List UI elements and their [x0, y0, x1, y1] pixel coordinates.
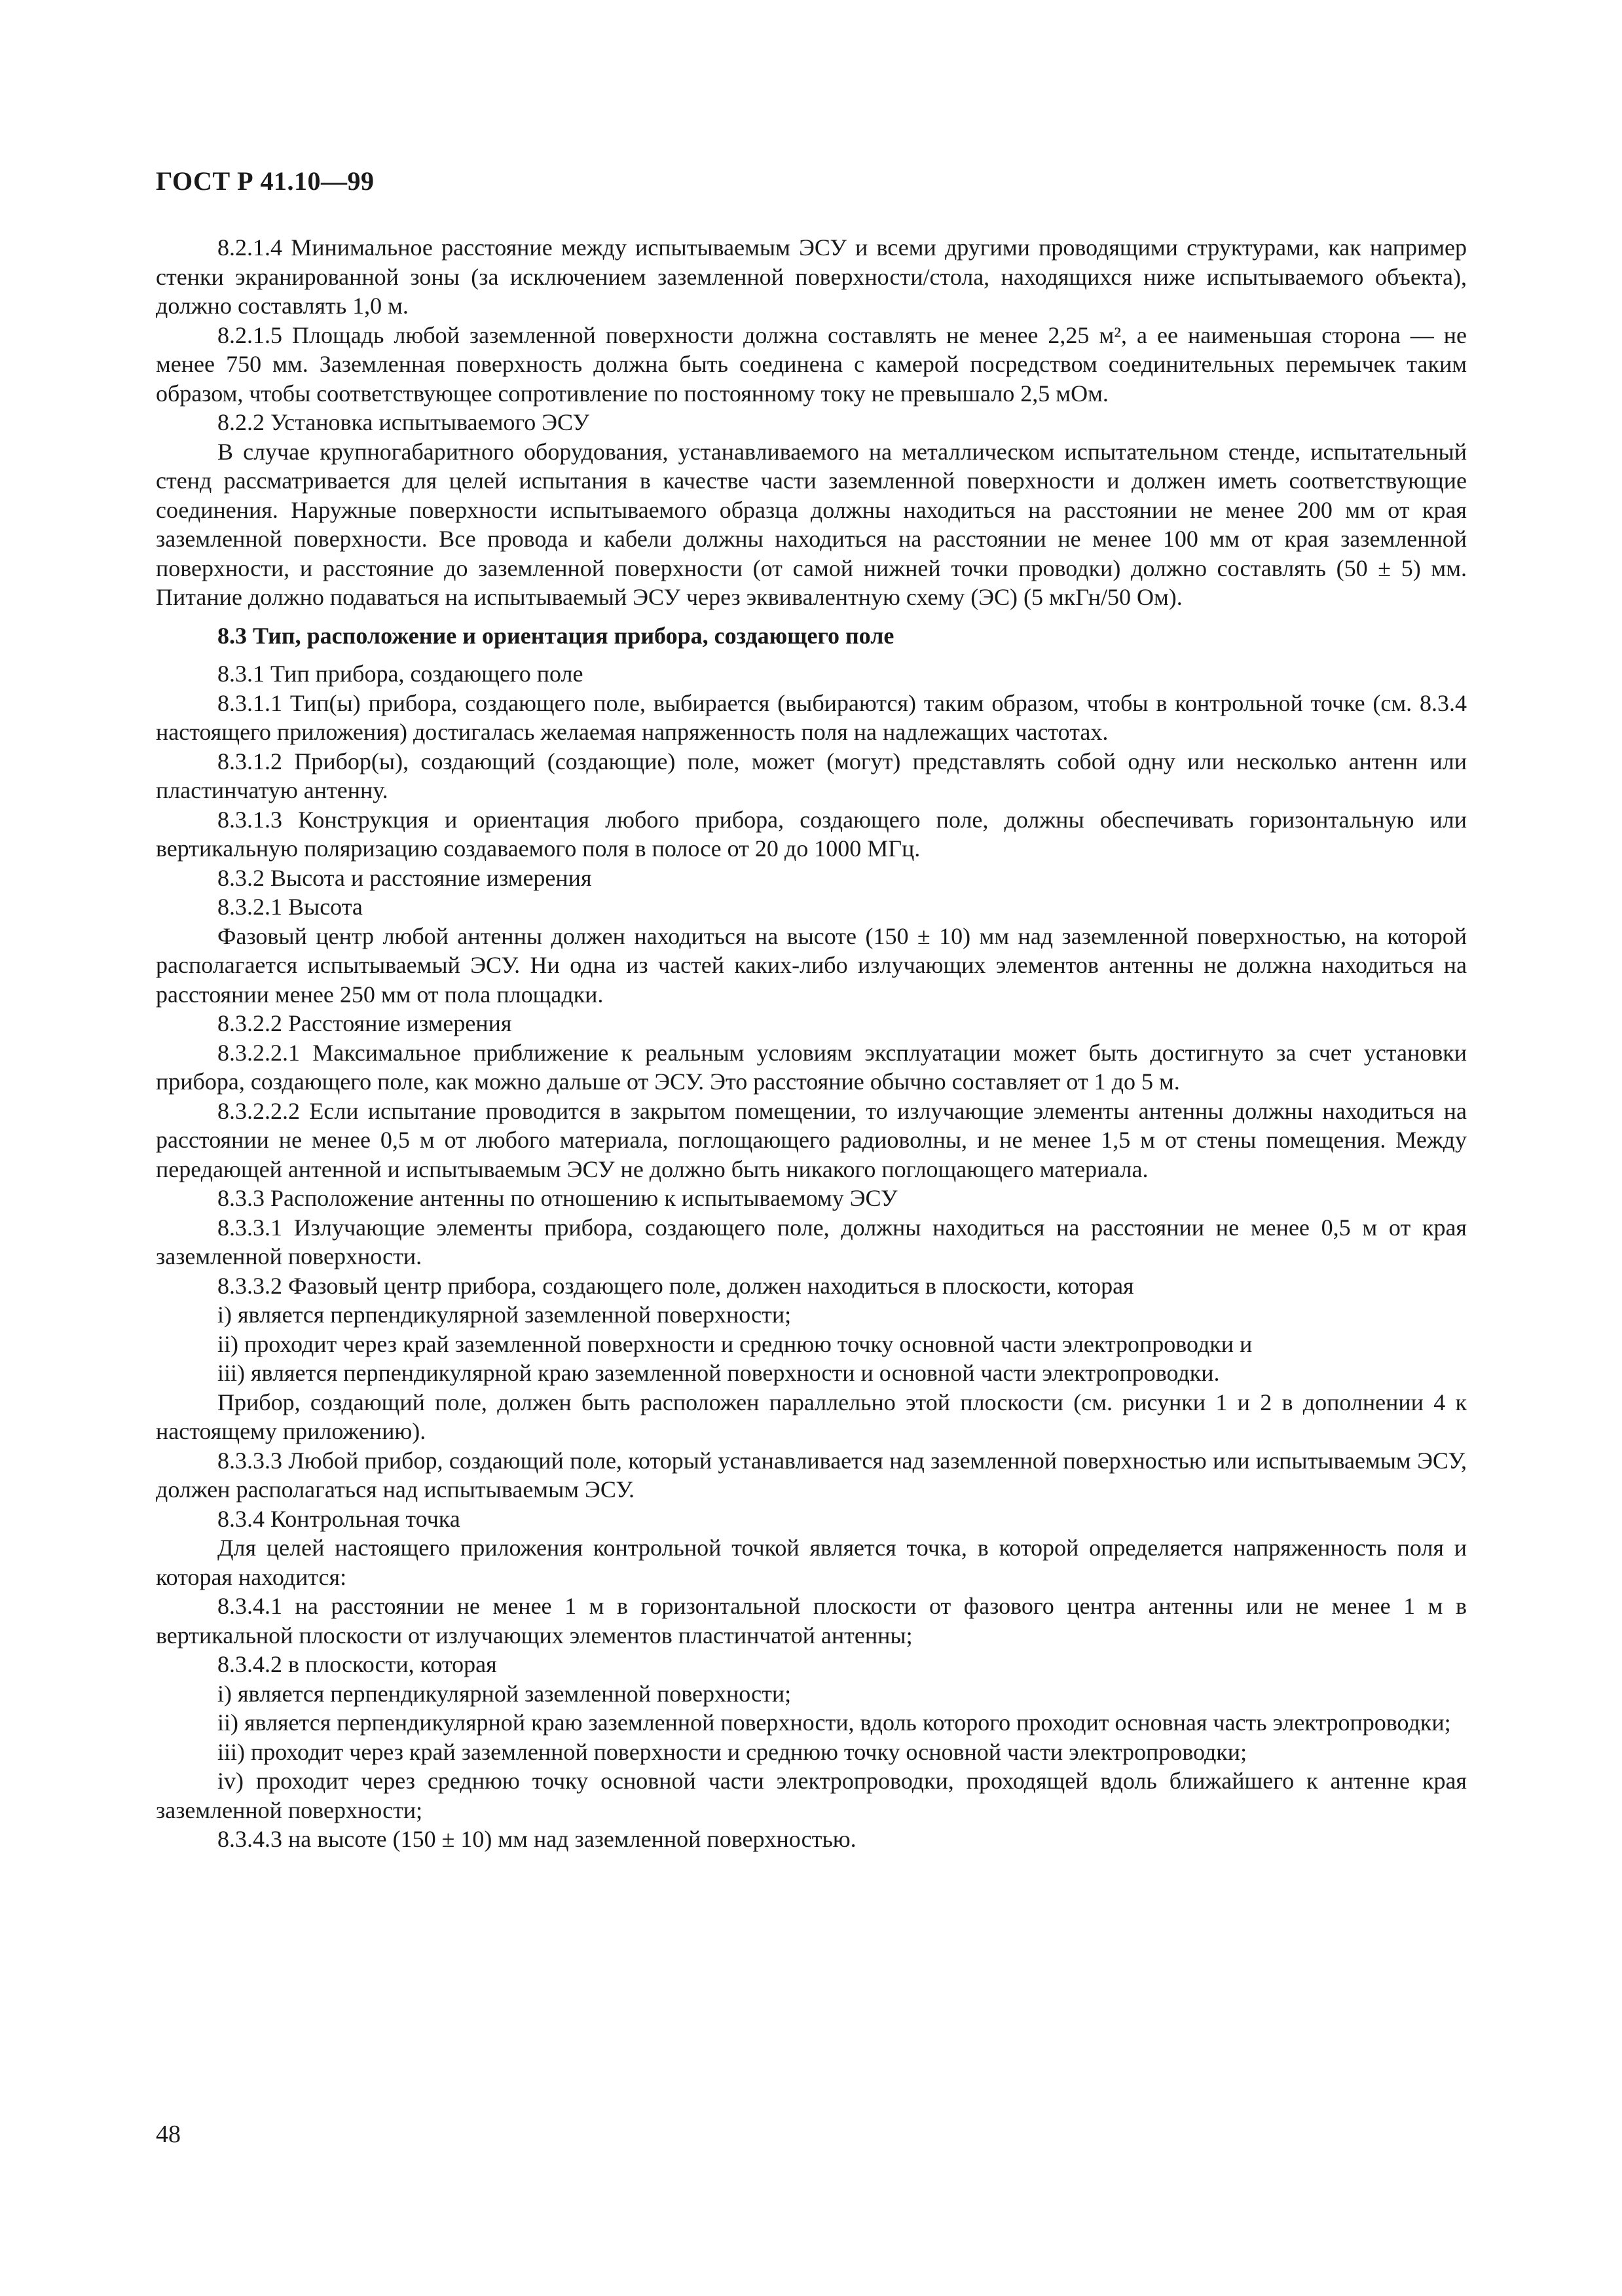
paragraph: Для целей настоящего приложения контрольной точкой является точка, в которой определяется напряженность поля и которая находится: [156, 1535, 1467, 1590]
paragraph: 8.3.2.1 Высота [217, 894, 363, 920]
paragraph: 8.3.3.1 Излучающие элементы прибора, создающего поле, должны находиться на расстоянии не менее 0,5 м от края заземленной поверхности. [156, 1214, 1467, 1269]
paragraph: ii) проходит через край заземленной поверхности и среднюю точку основной части электропроводки и [217, 1330, 1253, 1357]
paragraph: i) является перпендикулярной заземленной поверхности; [217, 1680, 792, 1707]
paragraph: В случае крупногабаритного оборудования, устанавливаемого на металлическом испытательном стенде, испытательный стенд рассматривается для целей испытания в качестве части заземленной поверхности и должен иметь соответствующие соединения. Наружные поверхности испытываемого образца должны находиться на расстоянии не менее 200 мм от края заземленной поверхности. Все провода и кабели должны находиться на расстоянии не менее 100 мм от края заземленной поверхности, и расстояние до заземленной поверхности (от самой нижней точки проводки) должно составлять (50 ± 5) мм. Питание должно подаваться на испытываемый ЭСУ через эквивалентную схему (ЭС) (5 мкГн/50 Ом). [156, 438, 1467, 610]
paragraph: 8.3.3 Расположение антенны по отношению к испытываемому ЭСУ [217, 1185, 898, 1211]
paragraph: i) является перпендикулярной заземленной поверхности; [217, 1302, 792, 1328]
paragraph: 8.3.1.3 Конструкция и ориентация любого прибора, создающего поле, должны обеспечивать горизонтальную или вертикальную поляризацию создаваемого поля в полосе от 20 до 1000 МГц. [156, 806, 1467, 862]
paragraph: 8.3.3.2 Фазовый центр прибора, создающего поле, должен находиться в плоскости, которая [217, 1272, 1134, 1299]
paragraph: 8.2.2 Установка испытываемого ЭСУ [217, 409, 590, 435]
paragraph: 8.3.1.1 Тип(ы) прибора, создающего поле, выбирается (выбираются) таким образом, чтобы в контрольной точке (см. 8.3.4 настоящего приложения) достигалась желаемая напряженность поля на надлежащих частотах. [156, 689, 1467, 745]
paragraph: 8.3.2.2.2 Если испытание проводится в закрытом помещении, то излучающие элементы антенны должны находиться на расстоянии не менее 0,5 м от любого материала, поглощающего радиоволны, и не менее 1,5 м от стены помещения. Между передающей антенной и испытываемым ЭСУ не должно быть никакого поглощающего материала. [156, 1097, 1467, 1182]
paragraph: 8.3.4.1 на расстоянии не менее 1 м в горизонтальной плоскости от фазового центра антенны или не менее 1 м в вертикальной плоскости от излучающих элементов пластинчатой антенны; [156, 1593, 1467, 1649]
paragraph: 8.3.2.2 Расстояние измерения [217, 1010, 512, 1036]
paragraph: 8.3.3.3 Любой прибор, создающий поле, который устанавливается над заземленной поверхностью или испытываемым ЭСУ, должен располагаться над испытываемым ЭСУ. [156, 1447, 1467, 1503]
paragraph: 8.3.2.2.1 Максимальное приближение к реальным условиям эксплуатации может быть достигнуто за счет установки прибора, создающего поле, как можно дальше от ЭСУ. Это расстояние обычно составляет от 1 до 5 м. [156, 1039, 1467, 1095]
paragraph: Фазовый центр любой антенны должен находиться на высоте (150 ± 10) мм над заземленной поверхностью, на которой располагается испытываемый ЭСУ. Ни одна из частей каких-либо излучающих элементов антенны не должна находиться на расстоянии менее 250 мм от пола площадки. [156, 922, 1467, 1008]
paragraph: 8.2.1.4 Минимальное расстояние между испытываемым ЭСУ и всеми другими проводящими структурами, как например стенки экранированной зоны (за исключением заземленной поверхности/стола, находящихся ниже испытываемого объекта), должно составлять 1,0 м. [156, 234, 1467, 319]
page-number: 48 [156, 2121, 181, 2148]
document-header: ГОСТ Р 41.10—99 [156, 166, 375, 196]
paragraph: iv) проходит через среднюю точку основной части электропроводки, проходящей вдоль ближайшего к антенне края заземленной поверхности; [156, 1768, 1467, 1823]
paragraph: iii) является перпендикулярной краю заземленной поверхности и основной части электропроводки. [217, 1360, 1220, 1386]
paragraph: 8.3.1 Тип прибора, создающего поле [217, 661, 583, 687]
section-heading: 8.3 Тип, расположение и ориентация прибора, создающего поле [217, 622, 894, 649]
paragraph: 8.3.4.2 в плоскости, которая [217, 1651, 497, 1677]
document-body [156, 233, 1467, 1854]
paragraph: 8.3.4.3 на высоте (150 ± 10) мм над заземленной поверхностью. [217, 1826, 857, 1852]
paragraph: ii) является перпендикулярной краю заземленной поверхности, вдоль которого проходит основная часть электропроводки; [217, 1709, 1451, 1736]
paragraph: 8.2.1.5 Площадь любой заземленной поверхности должна составлять не менее 2,25 м², а ее наименьшая сторона — не менее 750 мм. Заземленная поверхность должна быть соединена с камерой посредством соединительных перемычек таким образом, чтобы соответствующее сопротивление по постоянному току не превышало 2,5 мОм. [156, 321, 1467, 407]
paragraph: Прибор, создающий поле, должен быть расположен параллельно этой плоскости (см. рисунки 1 и 2 в дополнении 4 к настоящему приложению). [156, 1389, 1467, 1444]
paragraph: iii) проходит через край заземленной поверхности и среднюю точку основной части электропроводки; [217, 1738, 1247, 1765]
paragraph: 8.3.2 Высота и расстояние измерения [217, 864, 592, 891]
paragraph: 8.3.4 Контрольная точка [217, 1505, 460, 1532]
paragraph: 8.3.1.2 Прибор(ы), создающий (создающие) поле, может (могут) представлять собой одну или несколько антенн или пластинчатую антенну. [156, 748, 1467, 803]
